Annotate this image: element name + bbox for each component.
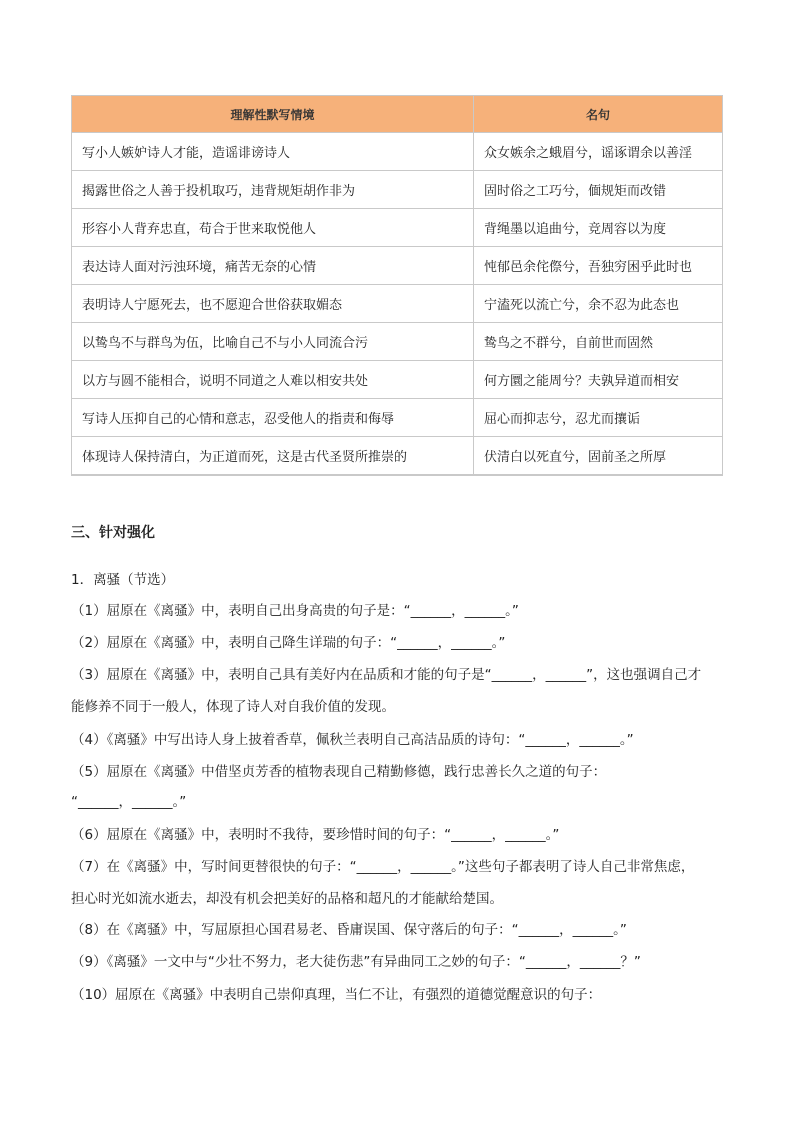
context-cell: 揭露世俗之人善于投机取巧，违背规矩胡作非为 (72, 171, 474, 209)
table-row (72, 399, 723, 437)
quote-cell: 背绳墨以追曲兮，竞周容以为度 (474, 209, 723, 247)
question-line: （4）《离骚》中写出诗人身上披着香草，佩秋兰表明自己高洁品质的诗句：“______，______。” (71, 732, 634, 748)
context-cell: 写小人嫉妒诗人才能，造谣诽谤诗人 (72, 133, 474, 171)
table-row (72, 209, 723, 247)
table-row (72, 133, 723, 171)
table-row (72, 323, 723, 361)
quote-cell: 众女嫉余之蛾眉兮，谣诼谓余以善淫 (474, 133, 723, 171)
context-cell: 以鸷鸟不与群鸟为伍，比喻自己不与小人同流合污 (72, 323, 474, 361)
quote-cell: 宁溘死以流亡兮，余不忍为此态也 (474, 285, 723, 323)
table-row (72, 361, 723, 399)
quote-cell: 忳郁邑余侘傺兮，吾独穷困乎此时也 (474, 247, 723, 285)
question-line: （2）屈原在《离骚》中，表明自己降生详瑞的句子：“______，______。” (71, 635, 506, 651)
header-quote: 名句 (474, 96, 723, 133)
question-line: 担心时光如流水逝去，却没有机会把美好的品格和超凡的才能献给楚国。 (71, 891, 503, 907)
section-title: 三、针对强化 (71, 525, 155, 541)
quote-cell: 屈心而抑志兮，忍尤而攘诟 (474, 399, 723, 437)
question-line: （1）屈原在《离骚》中，表明自己出身高贵的句子是：“______，______。” (71, 603, 519, 619)
question-line: “______，______。” (71, 794, 187, 810)
question-line: （7）在《离骚》中，写时间更替很快的句子：“______，______。”这些句子都表明了诗人自己非常焦虑， (71, 859, 695, 875)
table-row (72, 437, 723, 476)
question-line: （9）《离骚》一文中与“少壮不努力，老大徒伤悲”有异曲同工之妙的句子：“______，______？” (71, 954, 641, 970)
quote-cell: 伏清白以死直兮，固前圣之所厚 (474, 437, 723, 476)
header-context: 理解性默写情境 (72, 96, 474, 133)
question-line: （3）屈原在《离骚》中，表明自己具有美好内在品质和才能的句子是“______，______”，这也强调自己才 (71, 667, 702, 683)
context-cell: 形容小人背弃忠直，苟合于世来取悦他人 (72, 209, 474, 247)
context-cell: 表明诗人宁愿死去，也不愿迎合世俗获取媚态 (72, 285, 474, 323)
table-row (72, 247, 723, 285)
quote-cell: 固时俗之工巧兮，偭规矩而改错 (474, 171, 723, 209)
idiom-table (71, 95, 723, 476)
context-cell: 写诗人压抑自己的心情和意志，忍受他人的指责和侮辱 (72, 399, 474, 437)
question-line: （6）屈原在《离骚》中，表明时不我待，要珍惜时间的句子：“______，______。” (71, 827, 560, 843)
question-heading: 1．离骚（节选） (71, 572, 175, 588)
question-line: 能修养不同于一般人，体现了诗人对自我价值的发现。 (71, 699, 395, 715)
quote-cell: 何方圜之能周兮？夫孰异道而相安 (474, 361, 723, 399)
table-row (72, 285, 723, 323)
quote-cell: 鸷鸟之不群兮，自前世而固然 (474, 323, 723, 361)
context-cell: 表达诗人面对污浊环境，痛苦无奈的心情 (72, 247, 474, 285)
context-cell: 以方与圆不能相合，说明不同道之人难以相安共处 (72, 361, 474, 399)
question-line: （10）屈原在《离骚》中表明自己崇仰真理，当仁不让，有强烈的道德觉醒意识的句子： (71, 987, 602, 1003)
table-row (72, 171, 723, 209)
table-header-row (72, 96, 723, 133)
context-cell: 体现诗人保持清白，为正道而死，这是古代圣贤所推崇的 (72, 437, 474, 476)
question-line: （8）在《离骚》中，写屈原担心国君易老、昏庸误国、保守落后的句子：“______，______。” (71, 922, 627, 938)
question-line: （5）屈原在《离骚》中借坚贞芳香的植物表现自己精勤修德，践行忠善长久之道的句子： (71, 764, 607, 780)
